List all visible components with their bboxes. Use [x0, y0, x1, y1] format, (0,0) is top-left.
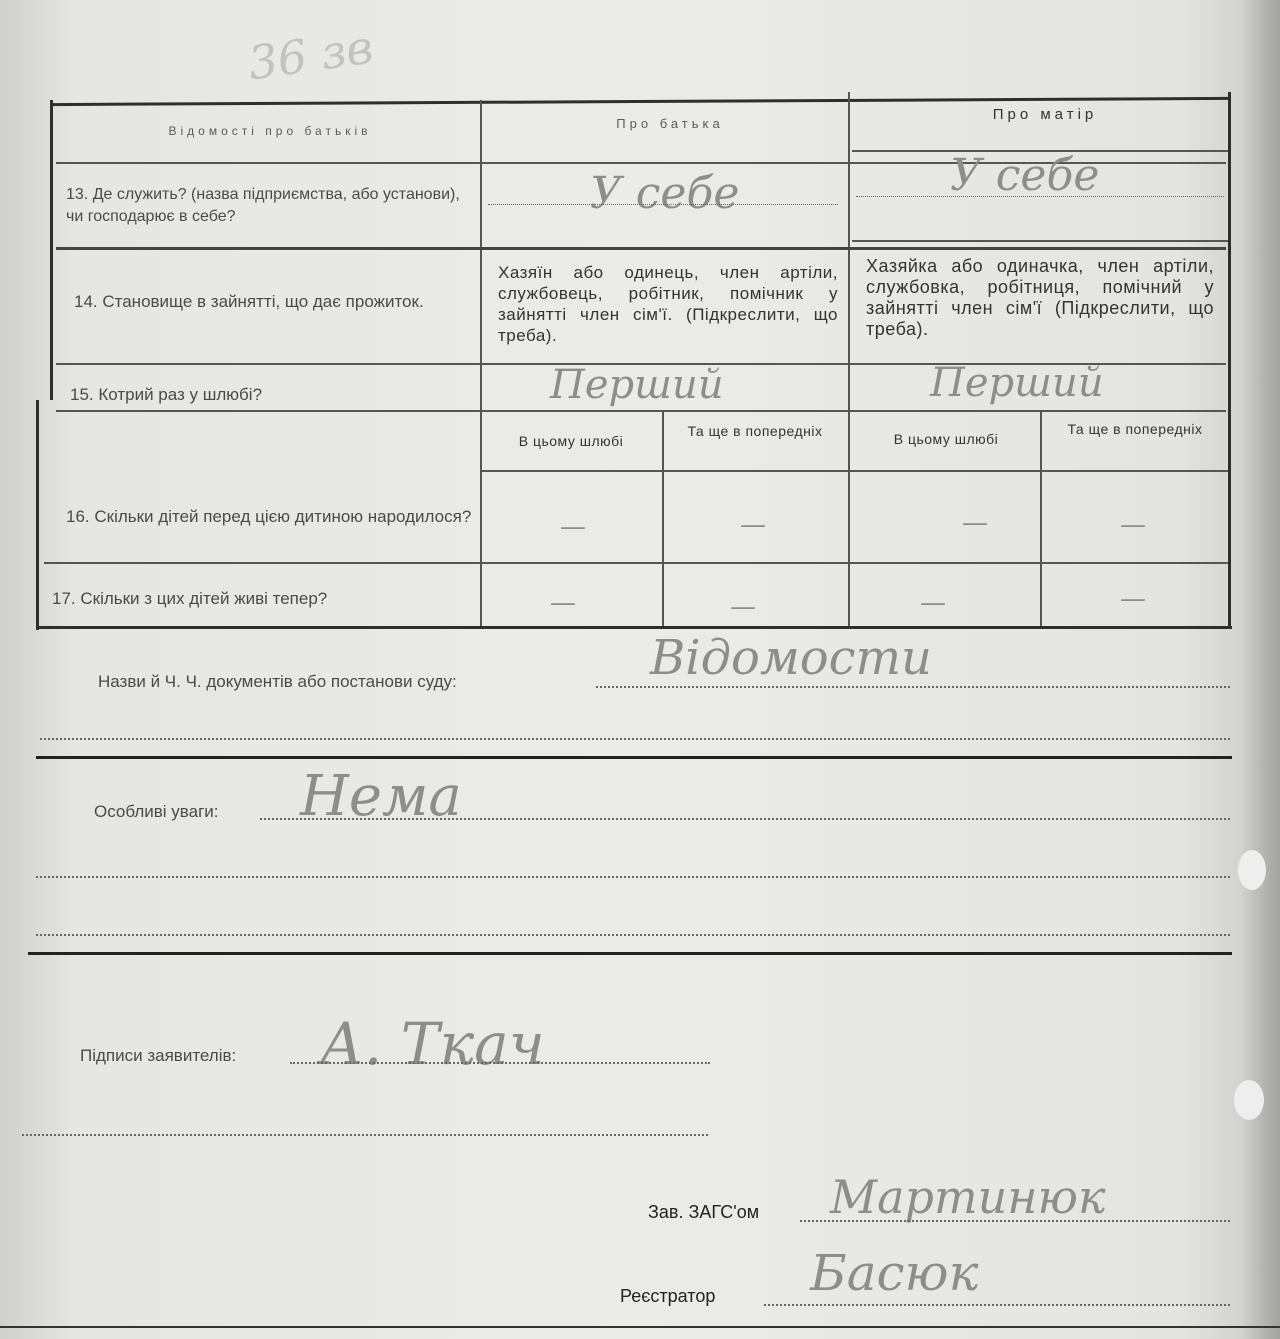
head-zags-signature: Мартинюк — [830, 1170, 1106, 1224]
row17-father-this: — — [550, 588, 576, 618]
row15-label: 15. Котрий раз у шлюбі? — [70, 385, 263, 404]
documents-label: Назви й Ч. Ч. документів або постанови суду: — [98, 672, 457, 691]
row16-label: 16. Скільки дітей перед цією дитиною народилося? — [66, 507, 472, 526]
page-edge-shadow — [1240, 0, 1280, 1339]
remarks-label: Особливі уваги: — [94, 802, 219, 821]
row14-father-options: Хазяїн або одинець, член артіли, службовець, робітник, помічник у зайнятті член сім'ї. (Підкреслити, що треба). — [498, 263, 838, 345]
remarks-value: Нема — [300, 764, 462, 829]
registrar-label: Реєстратор — [620, 1286, 716, 1306]
row17-father-previous: — — [730, 592, 756, 622]
documents-value: Відомости — [650, 630, 932, 686]
signatures-label: Підписи заявителів: — [80, 1046, 237, 1065]
subheader-father-previous: Та ще в попередніх — [687, 423, 823, 439]
row17-label: 17. Скільки з цих дітей живі тепер? — [52, 589, 328, 608]
row16-father-this: — — [560, 512, 586, 542]
subheader-mother-this-marriage: В цьому шлюбі — [893, 431, 999, 447]
archive-number: 36 зв — [244, 19, 377, 91]
row16-mother-this: — — [962, 508, 988, 538]
paper-hole — [1234, 1080, 1264, 1120]
subheader-mother-previous: Та ще в попередніх — [1067, 421, 1203, 437]
row14-label: 14. Становище в зайнятті, що дає прожиток. — [74, 292, 424, 311]
row16-father-previous: — — [740, 510, 766, 540]
row13-mother-value: У себе — [950, 150, 1100, 201]
row13-father-value: У себе — [590, 168, 740, 219]
row16-mother-previous: — — [1120, 510, 1146, 540]
row14-mother-options: Хазяйка або одиначка, член артіли, службовка, робітниця, помічний у зайнятті член сім'ї (Підкреслити, що треба). — [866, 256, 1214, 339]
paper-hole — [1238, 850, 1266, 890]
head-zags-label: Зав. ЗАГС'ом — [648, 1202, 760, 1222]
column-header-info: Відомості про батьків — [168, 124, 372, 138]
row13-label: 13. Де служить? (назва підприємства, або установи), чи господарює в себе? — [66, 186, 460, 225]
row15-mother-value: Перший — [930, 360, 1104, 406]
row17-mother-this: — — [920, 588, 946, 618]
column-header-mother: Про матір — [992, 106, 1098, 123]
row17-mother-previous: — — [1120, 584, 1146, 614]
subheader-father-this-marriage: В цьому шлюбі — [518, 433, 624, 449]
registrar-signature: Басюк — [810, 1244, 979, 1302]
signatures-value: А. Ткач — [320, 1010, 545, 1078]
row15-father-value: Перший — [550, 362, 724, 408]
column-header-father: Про батька — [616, 116, 724, 131]
